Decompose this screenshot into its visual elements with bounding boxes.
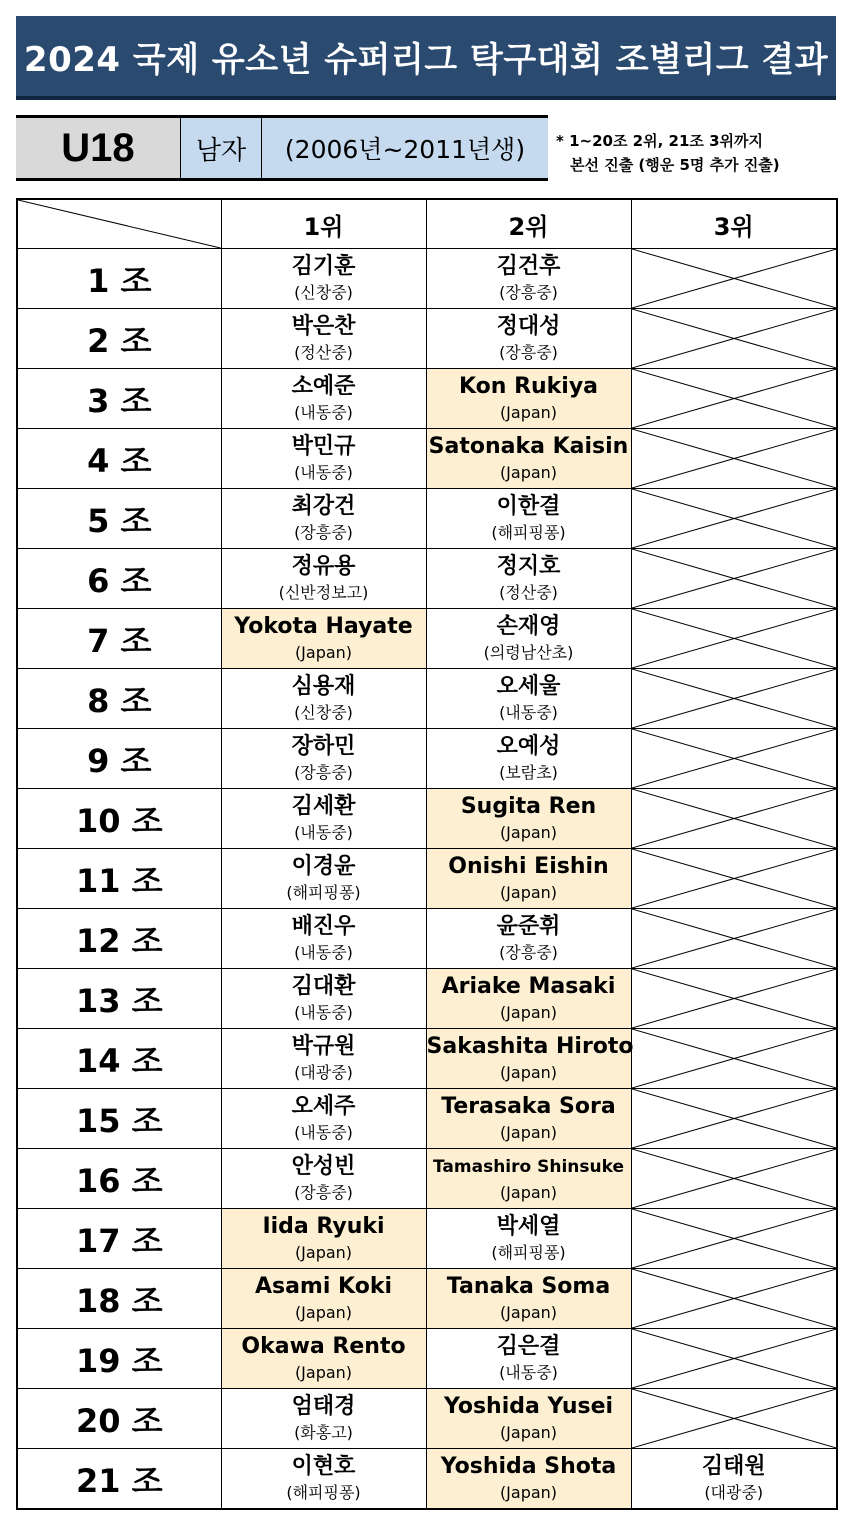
group-label: 1 조 <box>17 249 221 309</box>
first-place-cell <box>221 609 426 669</box>
second-place-cell <box>426 609 631 669</box>
second-place-cell <box>426 1389 631 1449</box>
group-label: 21 조 <box>17 1449 221 1510</box>
player-name: 이현호 <box>291 1453 356 1479</box>
player-club: (정산중) <box>294 342 353 362</box>
first-place-cell <box>221 1089 426 1149</box>
player-club: (신창중) <box>294 282 353 302</box>
second-place-cell <box>426 1449 631 1510</box>
empty-third-cell <box>631 729 837 789</box>
player-club: (장흥중) <box>499 282 558 302</box>
empty-third-cell <box>631 549 837 609</box>
group-row <box>17 909 837 969</box>
player-name: Tanaka Soma <box>446 1273 611 1299</box>
group-label: 2 조 <box>17 309 221 369</box>
player-name: Yoshida Yusei <box>443 1393 614 1419</box>
player-club: (내동중) <box>499 702 558 722</box>
player-club: (정산중) <box>499 582 558 602</box>
second-place-cell <box>426 789 631 849</box>
player-club: (Japan) <box>499 1482 558 1502</box>
player-name: 배진우 <box>291 913 356 939</box>
empty-third-cell <box>631 609 837 669</box>
player-name: Ariake Masaki <box>441 973 616 999</box>
empty-third-cell <box>631 429 837 489</box>
player-name: 장하민 <box>291 733 356 759</box>
player-club: (내동중) <box>294 462 353 482</box>
cross-out-mark <box>632 369 837 428</box>
second-place-cell <box>426 909 631 969</box>
first-place-cell <box>221 489 426 549</box>
player-name: 이한결 <box>496 493 561 519</box>
cross-out-mark <box>632 1089 837 1148</box>
group-row <box>17 789 837 849</box>
second-place-cell <box>426 1329 631 1389</box>
results-table <box>16 198 838 1510</box>
group-label: 14 조 <box>17 1029 221 1089</box>
player-club: (Japan) <box>499 822 558 842</box>
cross-out-mark <box>632 1029 837 1088</box>
player-club: (Japan) <box>294 1242 353 1262</box>
player-name: 박규원 <box>291 1033 356 1059</box>
second-place-cell <box>426 1089 631 1149</box>
player-name: 안성빈 <box>291 1153 356 1179</box>
player-club: (내동중) <box>294 822 353 842</box>
player-name: Kon Rukiya <box>458 373 599 399</box>
player-club: (내동중) <box>294 1002 353 1022</box>
first-place-cell <box>221 789 426 849</box>
player-club: (Japan) <box>499 1122 558 1142</box>
second-place-cell <box>426 1269 631 1329</box>
cross-out-mark <box>632 969 837 1028</box>
cross-out-mark <box>632 669 837 728</box>
cross-out-mark <box>632 489 837 548</box>
empty-third-cell <box>631 1029 837 1089</box>
birth-year-box <box>262 115 548 181</box>
group-row <box>17 1389 837 1449</box>
player-name: Yokota Hayate <box>234 613 413 639</box>
group-label: 13 조 <box>17 969 221 1029</box>
player-club: (장흥중) <box>499 342 558 362</box>
group-label: 5 조 <box>17 489 221 549</box>
player-club: (Japan) <box>499 1062 558 1082</box>
group-label: 8 조 <box>17 669 221 729</box>
group-row <box>17 669 837 729</box>
empty-third-cell <box>631 1269 837 1329</box>
second-place-cell <box>426 1149 631 1209</box>
cross-out-mark <box>632 429 837 488</box>
group-row <box>17 849 837 909</box>
age-category: U18 <box>61 125 135 170</box>
player-name: 김건후 <box>496 253 561 279</box>
empty-third-cell <box>631 489 837 549</box>
group-label: 9 조 <box>17 729 221 789</box>
first-place-cell <box>221 429 426 489</box>
cross-out-mark <box>632 249 837 308</box>
empty-third-cell <box>631 669 837 729</box>
player-club: (내동중) <box>499 1362 558 1382</box>
empty-third-cell <box>631 1389 837 1449</box>
player-name: 최강건 <box>291 493 356 519</box>
group-rows <box>17 249 837 1510</box>
player-name: Sugita Ren <box>460 793 597 819</box>
group-label: 6 조 <box>17 549 221 609</box>
group-label: 16 조 <box>17 1149 221 1209</box>
player-club: (내동중) <box>294 1122 353 1142</box>
player-club: (내동중) <box>294 402 353 422</box>
cross-out-mark <box>632 549 837 608</box>
cross-out-mark <box>632 1149 837 1208</box>
second-place-cell <box>426 669 631 729</box>
empty-third-cell <box>631 849 837 909</box>
player-name: Sakashita Hiroto <box>426 1033 634 1059</box>
group-row <box>17 729 837 789</box>
group-label: 10 조 <box>17 789 221 849</box>
cross-out-mark <box>632 789 837 848</box>
group-row <box>17 1089 837 1149</box>
player-name: 김태원 <box>701 1453 766 1479</box>
player-name: 김대환 <box>291 973 356 999</box>
header-second-place: 2위 <box>426 199 631 249</box>
cross-out-mark <box>632 1209 837 1268</box>
first-place-cell <box>221 309 426 369</box>
first-place-cell <box>221 1449 426 1510</box>
player-name: 정지호 <box>496 553 561 579</box>
first-place-cell <box>221 369 426 429</box>
title-banner <box>16 16 836 100</box>
player-club: (Japan) <box>499 1002 558 1022</box>
header-row <box>17 199 837 249</box>
cross-out-mark <box>632 1269 837 1328</box>
cross-out-mark <box>632 729 837 788</box>
second-place-cell <box>426 849 631 909</box>
player-club: (Japan) <box>294 1302 353 1322</box>
group-row <box>17 1329 837 1389</box>
header-third-place: 3위 <box>631 199 837 249</box>
second-place-cell <box>426 969 631 1029</box>
player-name: Asami Koki <box>254 1273 393 1299</box>
group-label: 7 조 <box>17 609 221 669</box>
diagonal-line <box>18 200 221 248</box>
player-name: 정유용 <box>291 553 356 579</box>
empty-third-cell <box>631 909 837 969</box>
second-place-cell <box>426 729 631 789</box>
player-name: Yoshida Shota <box>440 1453 617 1479</box>
third-place-cell <box>631 1449 837 1510</box>
header-first-place: 1위 <box>221 199 426 249</box>
player-name: 오예성 <box>496 733 561 759</box>
player-name: 오세주 <box>291 1093 356 1119</box>
player-name: 박은찬 <box>291 313 356 339</box>
group-label: 15 조 <box>17 1089 221 1149</box>
first-place-cell <box>221 1269 426 1329</box>
group-label: 19 조 <box>17 1329 221 1389</box>
cross-out-mark <box>632 1329 837 1388</box>
player-club: (내동중) <box>294 942 353 962</box>
group-label: 4 조 <box>17 429 221 489</box>
player-club: (신창중) <box>294 702 353 722</box>
player-club: (장흥중) <box>294 1182 353 1202</box>
category-info <box>16 115 836 185</box>
player-club: (신반정보고) <box>278 582 369 602</box>
player-name: 손재영 <box>496 613 561 639</box>
player-club: (Japan) <box>499 462 558 482</box>
player-club: (의령남산초) <box>483 642 574 662</box>
group-row <box>17 969 837 1029</box>
group-label: 3 조 <box>17 369 221 429</box>
player-club: (Japan) <box>499 1302 558 1322</box>
player-name: 오세울 <box>496 673 561 699</box>
player-club: (보람초) <box>499 762 558 782</box>
second-place-cell <box>426 489 631 549</box>
gender-label: 남자 <box>195 135 247 166</box>
player-name: 박민규 <box>291 433 356 459</box>
first-place-cell <box>221 1389 426 1449</box>
age-category-box <box>16 115 180 181</box>
group-label: 17 조 <box>17 1209 221 1269</box>
group-row <box>17 609 837 669</box>
player-name: Tamashiro Shinsuke <box>433 1156 624 1177</box>
empty-third-cell <box>631 1149 837 1209</box>
group-row <box>17 309 837 369</box>
first-place-cell <box>221 1329 426 1389</box>
player-club: (해피핑퐁) <box>491 522 566 542</box>
player-club: (Japan) <box>499 1422 558 1442</box>
empty-third-cell <box>631 969 837 1029</box>
player-name: Terasaka Sora <box>441 1093 616 1119</box>
second-place-cell <box>426 429 631 489</box>
empty-third-cell <box>631 1209 837 1269</box>
first-place-cell <box>221 669 426 729</box>
first-place-cell <box>221 849 426 909</box>
player-name: 김은결 <box>496 1333 561 1359</box>
player-club: (Japan) <box>499 882 558 902</box>
empty-third-cell <box>631 369 837 429</box>
player-club: (장흥중) <box>294 522 353 542</box>
page-title: 2024 국제 유소년 슈퍼리그 탁구대회 조별리그 결과 <box>23 39 829 80</box>
player-club: (대광중) <box>704 1482 764 1502</box>
cross-out-mark <box>632 909 837 968</box>
first-place-cell <box>221 249 426 309</box>
player-name: Okawa Rento <box>241 1333 406 1359</box>
player-club: (Japan) <box>294 1362 353 1382</box>
group-label: 11 조 <box>17 849 221 909</box>
player-club: (해피핑퐁) <box>286 882 361 902</box>
first-place-cell <box>221 729 426 789</box>
player-club: (화홍고) <box>294 1422 353 1442</box>
group-row <box>17 489 837 549</box>
qualification-note <box>556 129 846 177</box>
group-label: 20 조 <box>17 1389 221 1449</box>
cross-out-mark <box>632 849 837 908</box>
player-name: Iida Ryuki <box>262 1213 385 1239</box>
player-name: 엄태경 <box>291 1393 356 1419</box>
first-place-cell <box>221 549 426 609</box>
empty-third-cell <box>631 1089 837 1149</box>
group-row <box>17 549 837 609</box>
cross-out-mark <box>632 1389 837 1448</box>
second-place-cell <box>426 369 631 429</box>
first-place-cell <box>221 1029 426 1089</box>
second-place-cell <box>426 249 631 309</box>
player-name: 정대성 <box>496 313 561 339</box>
first-place-cell <box>221 1149 426 1209</box>
group-row <box>17 1269 837 1329</box>
group-row <box>17 369 837 429</box>
player-name: 소예준 <box>291 373 356 399</box>
player-club: (Japan) <box>499 402 558 422</box>
player-club: (해피핑퐁) <box>286 1482 361 1502</box>
second-place-cell <box>426 1029 634 1089</box>
empty-third-cell <box>631 1329 837 1389</box>
player-name: 이경윤 <box>291 853 356 879</box>
group-label: 18 조 <box>17 1269 221 1329</box>
group-row <box>17 1449 837 1510</box>
birth-year-range: (2006년~2011년생) <box>284 135 526 164</box>
player-name: 윤준휘 <box>496 913 561 939</box>
corner-cell <box>17 199 221 249</box>
group-row <box>17 1029 837 1089</box>
note-line-1: * 1~20조 2위, 21조 3위까지 <box>556 132 763 150</box>
player-club: (해피핑퐁) <box>491 1242 566 1262</box>
player-club: (장흥중) <box>499 942 558 962</box>
cross-out-mark <box>632 309 837 368</box>
empty-third-cell <box>631 309 837 369</box>
empty-third-cell <box>631 249 837 309</box>
note-line-2: 본선 진출 (행운 5명 추가 진출) <box>570 156 780 174</box>
player-name: 심용재 <box>291 673 356 699</box>
first-place-cell <box>221 969 426 1029</box>
group-row <box>17 429 837 489</box>
cross-out-mark <box>632 609 837 668</box>
second-place-cell <box>426 1209 631 1269</box>
second-place-cell <box>426 309 631 369</box>
group-label: 12 조 <box>17 909 221 969</box>
player-name: Satonaka Kaisin <box>428 433 629 459</box>
player-club: (Japan) <box>499 1182 558 1202</box>
group-row <box>17 249 837 309</box>
gender-box <box>180 115 262 181</box>
player-name: 박세열 <box>496 1213 561 1239</box>
empty-third-cell <box>631 789 837 849</box>
first-place-cell <box>221 1209 426 1269</box>
first-place-cell <box>221 909 426 969</box>
player-club: (장흥중) <box>294 762 353 782</box>
player-club: (Japan) <box>294 642 353 662</box>
player-name: Onishi Eishin <box>448 853 609 879</box>
player-name: 김세환 <box>291 793 356 819</box>
group-row <box>17 1149 837 1209</box>
player-club: (대광중) <box>294 1062 353 1082</box>
player-name: 김기훈 <box>291 253 356 279</box>
group-row <box>17 1209 837 1269</box>
second-place-cell <box>426 549 631 609</box>
